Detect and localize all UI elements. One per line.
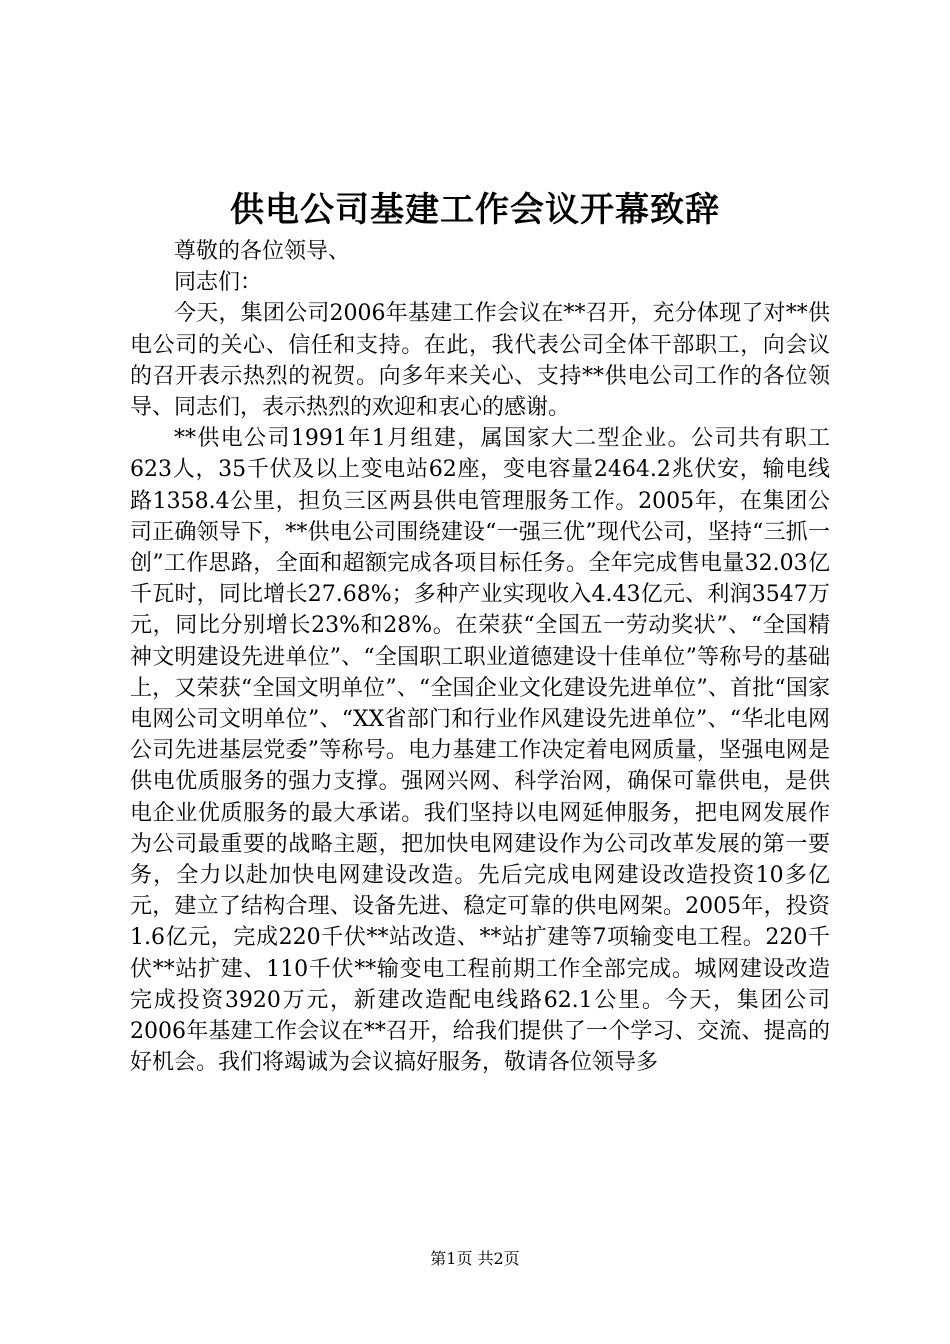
document-title: 供电公司基建工作会议开幕致辞 <box>230 190 720 230</box>
body-paragraph: **供电公司1991年1月组建，属国家大二型企业。公司共有职工623人，35千伏及以上变电站62座，变电容量2464.2兆伏安，输电线路1358.4公里，担负三区两县供电管理服务工作。2005年，在集团公司正确领导下，**供电公司围绕建设“一强三优”现代公司，坚持“三抓一创”工作思路，全面和超额完成各项目标任务。全年完成售电量32.03亿千瓦时，同比增长27.68%；多种产业实现收入4.43亿元、利润3547万元，同比分别增长23%和28%。在荣获“全国五一劳动奖状”、“全国精神文明建设先进单位”、“全国职工职业道德建设十佳单位”等称号的基础上，又荣获“全国文明单位”、“全国企业文化建设先进单位”、首批“国家电网公司文明单位”、“XX省部门和行业作风建设先进单位”、“华北电网公司先进基层党委”等称号。电力基建工作决定着电网质量，坚强电网是供电优质服务的强力支撑。强网兴网、科学治网，确保可靠供电，是供电企业优质服务的最大承诺。我们坚持以电网延伸服务，把电网发展作为公司最重要的战略主题，把加快电网建设作为公司改革发展的第一要务，全力以赴加快电网建设改造。先后完成电网建设改造投资10多亿元，建立了结构合理、设备先进、稳定可靠的供电网架。2005年，投资1.6亿元，完成220千伏**站改造、**站扩建等7项输变电工程。220千伏**站扩建、110千伏**输变电工程前期工作全部完成。城网建设改造完成投资3920万元，新建改造配电线路62.1公里。今天，集团公司2006年基建工作会议在**召开，给我们提供了一个学习、交流、提高的好机会。我们将竭诚为会议搞好服务，敬请各位领导多 <box>130 426 830 1076</box>
page-number: 第1页 共2页 <box>430 1249 520 1268</box>
salutation-line: 尊敬的各位领导、 <box>174 239 351 264</box>
document-body <box>130 236 830 1078</box>
salutation-line: 同志们： <box>174 270 263 296</box>
body-paragraph: 今天，集团公司2006年基建工作会议在**召开，充分体现了对**供电公司的关心、信任和支持。在此，我代表公司全体干部职工，向会议的召开表示热烈的祝贺。向多年来关心、支持**供电公司工作的各位领导、同志们，表示热烈的欢迎和衷心的感谢。 <box>130 301 830 421</box>
